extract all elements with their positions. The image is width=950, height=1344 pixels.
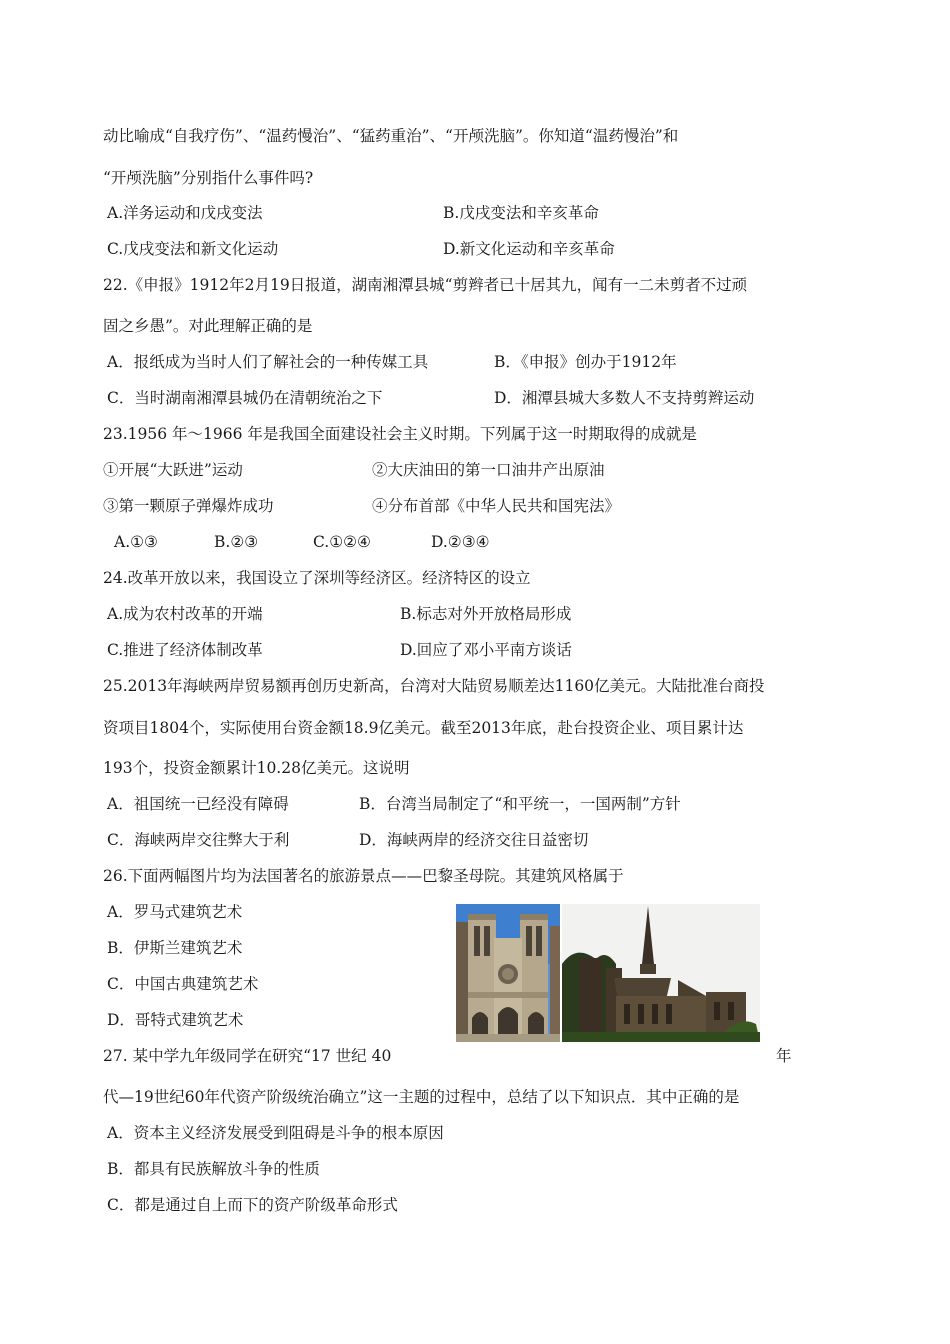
q23-option-d: D.②③④ xyxy=(431,533,490,551)
q27-option-a: A．资本主义经济发展受到阻碍是斗争的根本原因 xyxy=(107,1124,444,1142)
q26-option-c: C．中国古典建筑艺术 xyxy=(107,975,259,993)
q25-option-a: A．祖国统一已经没有障碍 xyxy=(107,795,289,813)
notre-dame-facade-photo xyxy=(456,904,560,1042)
q23-item-3: ③第一颗原子弹爆炸成功 xyxy=(103,497,274,515)
q25-option-b: B．台湾当局制定了“和平统一，一国两制”方针 xyxy=(359,795,681,813)
q21-option-c: C.戊戌变法和新文化运动 xyxy=(107,240,279,258)
q23-item-1: ①开展“大跃进”运动 xyxy=(103,461,243,479)
q25-text-line1: 25.2013年海峡两岸贸易额再创历史新高，台湾对大陆贸易顺差达1160亿美元。大陆批准台商投 xyxy=(103,677,765,695)
q22-option-c: C．当时湖南湘潭县城仍在清朝统治之下 xyxy=(107,389,383,407)
notre-dame-photos xyxy=(456,904,760,1042)
q21-option-a: A.洋务运动和戊戌变法 xyxy=(107,204,263,222)
q21-text-line2: “开颅洗脑”分别指什么事件吗? xyxy=(103,169,314,187)
q26-option-b: B．伊斯兰建筑艺术 xyxy=(107,939,243,957)
notre-dame-side-photo xyxy=(562,904,760,1042)
q26-option-d: D．哥特式建筑艺术 xyxy=(107,1011,244,1029)
q21-option-b: B.戊戌变法和辛亥革命 xyxy=(443,204,599,222)
q26-text-line1: 26.下面两幅图片均为法国著名的旅游景点——巴黎圣母院。其建筑风格属于 xyxy=(103,867,624,885)
q27-text-line1-end: 年 xyxy=(776,1047,792,1065)
q26-option-a: A．罗马式建筑艺术 xyxy=(107,903,243,921)
q22-option-a: A．报纸成为当时人们了解社会的一种传媒工具 xyxy=(107,353,429,371)
q21-option-d: D.新文化运动和辛亥革命 xyxy=(443,240,615,258)
q21-text-line1: 动比喻成“自我疗伤”、“温药慢治”、“猛药重治”、“开颅洗脑”。你知道“温药慢治”和 xyxy=(103,127,679,145)
q27-option-c: C．都是通过自上而下的资产阶级革命形式 xyxy=(107,1196,398,1214)
q24-text-line1: 24.改革开放以来，我国设立了深圳等经济区。经济特区的设立 xyxy=(103,569,531,587)
q27-text-line1: 27. 某中学九年级同学在研究“17 世纪 40 xyxy=(103,1047,392,1065)
q22-option-b: B．《申报》创办于1912年 xyxy=(494,353,677,371)
q25-text-line2: 资项目1804个，实际使用台资金额18.9亿美元。截至2013年底，赴台投资企业、项目累计达 xyxy=(103,719,744,737)
q24-option-d: D.回应了邓小平南方谈话 xyxy=(400,641,572,659)
q23-option-a: A.①③ xyxy=(114,533,158,551)
q22-text-line2: 固之乡愚”。对此理解正确的是 xyxy=(103,317,313,335)
q23-text-line1: 23.1956 年～1966 年是我国全面建设社会主义时期。下列属于这一时期取得的成就是 xyxy=(103,425,697,443)
q24-option-c: C.推进了经济体制改革 xyxy=(107,641,263,659)
q27-text-line2: 代—19世纪60年代资产阶级统治确立”这一主题的过程中，总结了以下知识点．其中正确的是 xyxy=(103,1088,740,1106)
q23-item-2: ②大庆油田的第一口油井产出原油 xyxy=(372,461,605,479)
q23-item-4: ④分布首部《中华人民共和国宪法》 xyxy=(372,497,621,515)
q24-option-a: A.成为农村改革的开端 xyxy=(107,605,263,623)
q22-option-d: D．湘潭县城大多数人不支持剪辫运动 xyxy=(494,389,755,407)
q23-option-c: C.①②④ xyxy=(313,533,371,551)
q24-option-b: B.标志对外开放格局形成 xyxy=(400,605,572,623)
q25-option-d: D．海峡两岸的经济交往日益密切 xyxy=(359,831,589,849)
q25-option-c: C．海峡两岸交往弊大于利 xyxy=(107,831,290,849)
q23-option-b: B.②③ xyxy=(214,533,259,551)
q27-option-b: B．都具有民族解放斗争的性质 xyxy=(107,1160,320,1178)
q22-text-line1: 22.《申报》1912年2月19日报道，湖南湘潭县城“剪辫者已十居其九，闻有一二未剪者不过顽 xyxy=(103,276,748,294)
q25-text-line3: 193个，投资金额累计10.28亿美元。这说明 xyxy=(103,759,410,777)
